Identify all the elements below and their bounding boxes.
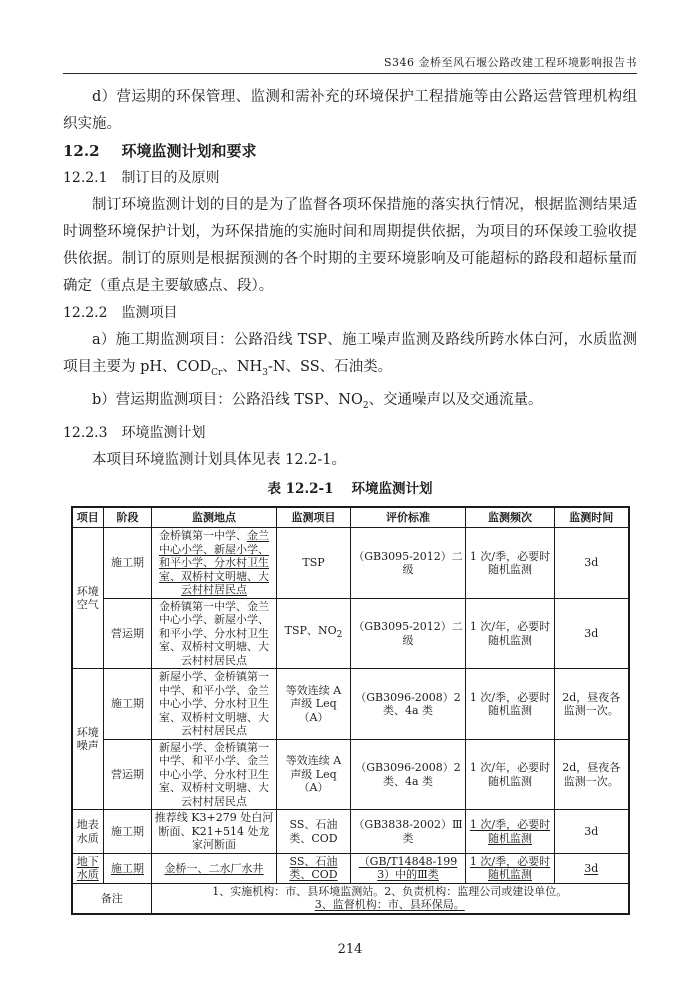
location-cell <box>152 528 277 599</box>
header-cell-stage: 阶段 <box>104 507 152 528</box>
duration-cell: 3d <box>555 528 629 599</box>
monitoring-plan-table <box>71 506 630 915</box>
stage-cell: 施工期 <box>104 810 152 854</box>
standard-cell: （GB3095-2012）二级 <box>351 528 466 599</box>
standard-cell: （GB/T14848-1993）中的Ⅲ类 <box>351 853 466 883</box>
duration-cell: 2d，昼夜各监测一次。 <box>555 669 629 740</box>
header-cell-standard: 评价标准 <box>351 507 466 528</box>
frequency-cell: 1 次/季，必要时随机监测 <box>466 528 555 599</box>
duration-cell: 2d，昼夜各监测一次。 <box>555 739 629 810</box>
standard-cell: （GB3095-2012）二级 <box>351 598 466 669</box>
location-cell: 新屋小学、金桥镇第一中学、和平小学、金兰中心小学、分水村卫生室、双桥村文明塘、大云村村居民点 <box>152 669 277 740</box>
group-cell-ground-water: 地下水质 <box>72 853 104 883</box>
location-cell: 金桥镇第一中学、金兰中心小学、新屋小学、和平小学、分水村卫生室、双桥村文明塘、大云村村居民点 <box>152 598 277 669</box>
location-cell: 推荐线 K3+279 处白河断面、K21+514 处龙家河断面 <box>152 810 277 854</box>
header-cell-location: 监测地点 <box>152 507 277 528</box>
stage-cell: 施工期 <box>104 528 152 599</box>
parameter-cell <box>277 598 351 669</box>
item-a-subscript-3: 3 <box>262 367 268 378</box>
group-cell-noise: 环境噪声 <box>72 669 104 810</box>
location-plain-text: 金桥镇第一中学、 <box>159 529 247 543</box>
paragraph-see-table: 本项目环境监测计划具体见表 12.2-1。 <box>92 451 347 468</box>
parameter-text: TSP、NO <box>284 624 337 638</box>
heading-12-2-2-title: 监测项目 <box>121 305 178 321</box>
table-row-surface-water <box>72 810 629 854</box>
standard-cell: （GB3096-2008）2 类、4a 类 <box>351 669 466 740</box>
location-underlined-text: 金兰中心小学、新屋小学、和平小学、分水村卫生室、双桥村文明塘、大云村村居民点 <box>159 529 269 597</box>
parameter-cell: SS、石油类、COD <box>277 810 351 854</box>
frequency-cell: 1 次/季，必要时随机监测 <box>466 810 555 854</box>
paragraph-item-a <box>63 327 637 387</box>
remark-content-cell <box>152 883 629 914</box>
report-header-title: S346 金桥至风石堰公路改建工程环境影响报告书 <box>383 56 637 69</box>
duration-cell: 3d <box>555 810 629 854</box>
table-row-noise-construction <box>72 669 629 740</box>
location-cell: 金桥一、二水厂水井 <box>152 853 277 883</box>
page-number: 214 <box>337 941 363 957</box>
remark-line-1: 1、实施机构：市、县环境监测站。2、负责机构：监理公司或建设单位。 <box>212 884 568 898</box>
paragraph-item-b <box>63 387 637 420</box>
header-cell-parameter: 监测项目 <box>277 507 351 528</box>
table-header-row <box>72 507 629 528</box>
stage-cell: 营运期 <box>104 739 152 810</box>
paragraph-purpose: 制订环境监测计划的目的是为了监督各项环保措施的落实执行情况，根据监测结果适时调整环境保护计划，为环保措施的实施时间和周期提供依据，为项目的环保竣工验收提供依据。制订的原则是根据预测的各个时期的主要环境影响及可能超标的路段和超标量而确定（重点是主要敏感点、段）。 <box>63 197 637 294</box>
page-content <box>63 74 637 958</box>
parameter-cell: 等效连续 A 声级 Leq（A） <box>277 669 351 740</box>
frequency-cell: 1 次/季，必要时随机监测 <box>466 669 555 740</box>
heading-12-2-1 <box>63 165 637 192</box>
table-row-ground-water <box>72 853 629 883</box>
header-cell-item: 项目 <box>72 507 104 528</box>
heading-12-2-1-title: 制订目的及原则 <box>121 170 220 186</box>
heading-12-2-3-number: 12.2.3 <box>63 424 108 441</box>
table-row-air-construction <box>72 528 629 599</box>
stage-cell: 营运期 <box>104 598 152 669</box>
frequency-cell: 1 次/年，必要时随机监测 <box>466 598 555 669</box>
table-row-remark <box>72 883 629 914</box>
paragraph-item-d: d）营运期的环保管理、监测和需补充的环境保护工程措施等由公路运营管理机构组织实施。 <box>63 89 637 132</box>
heading-12-2-3 <box>63 420 637 447</box>
table-caption <box>63 477 637 501</box>
stage-cell: 施工期 <box>104 669 152 740</box>
stage-cell: 施工期 <box>104 853 152 883</box>
heading-12-2-number: 12.2 <box>63 142 100 160</box>
item-b-text-1: b）营运期监测项目：公路沿线 TSP、NO <box>92 391 363 408</box>
heading-12-2-2-number: 12.2.2 <box>63 305 108 321</box>
location-cell: 新屋小学、金桥镇第一中学、和平小学、金兰中心小学、分水村卫生室、双桥村文明塘、大云村村居民点 <box>152 739 277 810</box>
item-a-subscript-cr: Cr <box>211 367 223 378</box>
standard-cell: （GB3096-2008）2 类、4a 类 <box>351 739 466 810</box>
item-a-text-3: -N、SS、石油类。 <box>267 359 393 375</box>
item-a-text-1: a）施工期监测项目：公路沿线 TSP、施工噪声监测及路线所跨水体白河，水质监测项目主要为 pH、COD <box>63 332 637 375</box>
group-cell-surface-water: 地表水质 <box>72 810 104 854</box>
group-cell-air: 环境空气 <box>72 528 104 669</box>
header-cell-frequency: 监测频次 <box>466 507 555 528</box>
duration-cell: 3d <box>555 853 629 883</box>
parameter-cell: TSP <box>277 528 351 599</box>
item-b-subscript-2: 2 <box>362 400 369 411</box>
heading-12-2-title: 环境监测计划和要求 <box>121 143 257 160</box>
item-a-text-2: 、NH <box>222 359 263 375</box>
remark-label-cell: 备注 <box>72 883 152 914</box>
frequency-cell: 1 次/季，必要时随机监测 <box>466 853 555 883</box>
duration-cell: 3d <box>555 598 629 669</box>
page-header <box>63 0 637 74</box>
standard-cell: （GB3838-2002）Ⅲ类 <box>351 810 466 854</box>
table-row-air-operation <box>72 598 629 669</box>
heading-12-2-1-number: 12.2.1 <box>63 170 108 186</box>
heading-12-2 <box>63 138 637 165</box>
heading-12-2-2 <box>63 300 637 327</box>
header-cell-duration: 监测时间 <box>555 507 629 528</box>
table-row-noise-operation <box>72 739 629 810</box>
item-b-text-2: 、交通噪声以及交通流量。 <box>368 391 543 408</box>
remark-line-2: 3、监督机构：市、县环保局。 <box>314 898 465 912</box>
heading-12-2-3-title: 环境监测计划 <box>121 424 206 441</box>
parameter-cell: SS、石油类、COD <box>277 853 351 883</box>
table-caption-title: 环境监测计划 <box>351 480 433 497</box>
table-caption-label: 表 12.2-1 <box>267 480 334 497</box>
parameter-cell: 等效连续 A 声级 Leq（A） <box>277 739 351 810</box>
parameter-subscript: 2 <box>336 630 343 641</box>
frequency-cell: 1 次/年，必要时随机监测 <box>466 739 555 810</box>
